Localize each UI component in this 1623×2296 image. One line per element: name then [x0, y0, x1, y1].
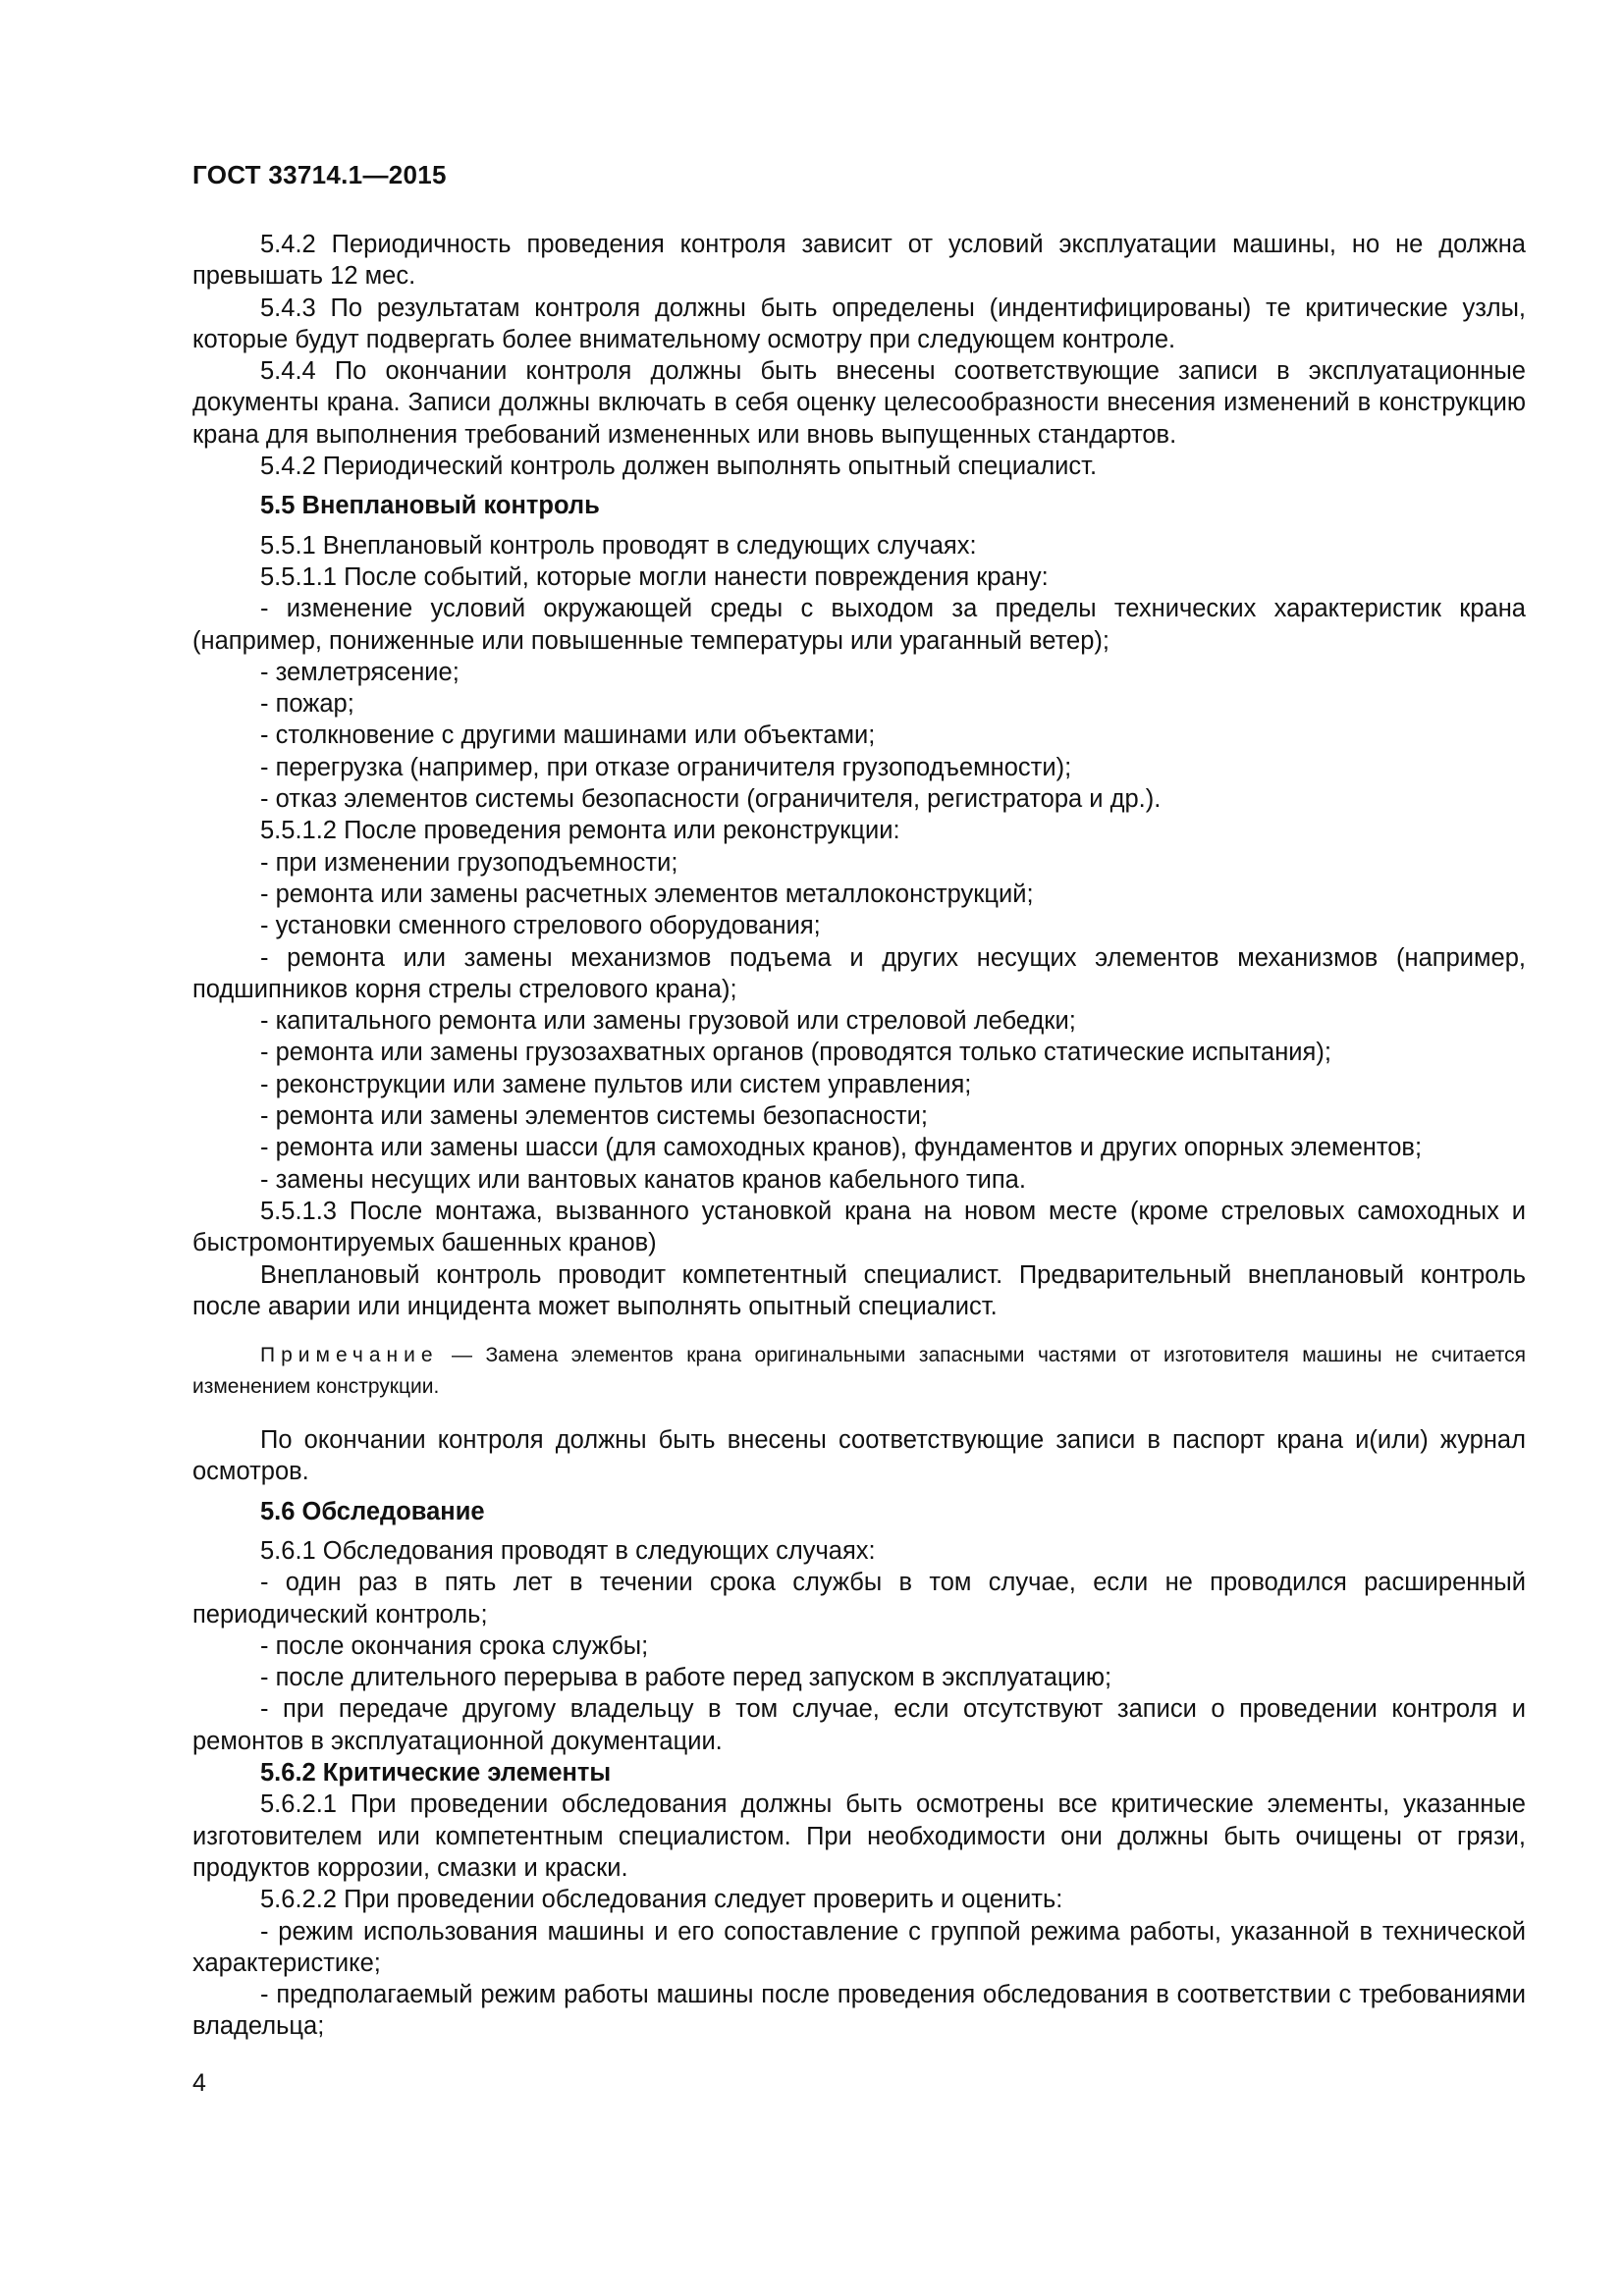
- paragraph-5-6-1: 5.6.1 Обследования проводят в следующих случаях:: [260, 1536, 876, 1565]
- list-item: - землетрясение;: [260, 658, 460, 686]
- paragraph-5-5-1: 5.5.1 Внеплановый контроль проводят в следующих случаях:: [260, 531, 977, 560]
- note-text: — Замена элементов крана оригинальными запасными частями от изготовителя машины не считается изменением конструкции.: [192, 1344, 1527, 1399]
- paragraph-after-control: По окончании контроля должны быть внесены соответствующие записи в паспорт крана и(или) журнал осмотров.: [192, 1426, 1526, 1486]
- paragraph-5-4-2-specialist: 5.4.2 Периодический контроль должен выполнять опытный специалист.: [260, 453, 1098, 481]
- paragraph-5-6-2-2: 5.6.2.2 При проведении обследования следует проверить и оценить:: [260, 1886, 1063, 1914]
- note: [192, 1340, 1526, 1403]
- list-item: - после окончания срока службы;: [260, 1631, 649, 1660]
- document-body: [192, 229, 1526, 2043]
- list-item: - ремонта или замены механизмов подъема и других несущих элементов механизмов (например, подшипников корня стрелы стрелового крана);: [192, 943, 1526, 1003]
- list-item: - перегрузка (например, при отказе ограничителя грузоподъемности);: [260, 753, 1072, 781]
- page-number: 4: [192, 2069, 206, 2097]
- list-item: - предполагаемый режим работы машины после проведения обследования в соответствии с требованиями владельца;: [192, 1981, 1526, 2041]
- list-item: - после длительного перерыва в работе перед запуском в эксплуатацию;: [260, 1664, 1112, 1692]
- list-item: - капитального ремонта или замены грузовой или стреловой лебедки;: [260, 1007, 1076, 1036]
- paragraph-unplanned-control: Внеплановый контроль проводит компетентный специалист. Предварительный внеплановый контроль после аварии или инцидента может выполнять опытный специалист.: [192, 1260, 1526, 1320]
- list-item: - режим использования машины и его сопоставление с группой режима работы, указанной в технической характеристике;: [192, 1917, 1526, 1977]
- list-item: - пожар;: [260, 690, 354, 719]
- paragraph-5-4-3: 5.4.3 По результатам контроля должны быть определены (индентифицированы) те критические узлы, которые будут подвергать более внимательному осмотру при следующем контроле.: [192, 294, 1526, 353]
- document-code-header: ГОСТ 33714.1—2015: [192, 160, 447, 189]
- paragraph-5-4-2: 5.4.2 Периодичность проведения контроля зависит от условий эксплуатации машины, но не должна превышать 12 мес.: [192, 231, 1526, 291]
- list-item: - один раз в пять лет в течении срока службы в том случае, если не проводился расширенный периодический контроль;: [192, 1569, 1526, 1629]
- list-item: - установки сменного стрелового оборудования;: [260, 912, 821, 940]
- list-item: - изменение условий окружающей среды с выходом за пределы технических характеристик крана (например, пониженные или повышенные температуры или ураганный ветер);: [192, 595, 1526, 655]
- list-item: - ремонта или замены расчетных элементов металлоконструкций;: [260, 880, 1034, 908]
- paragraph-5-5-1-1: 5.5.1.1 После событий, которые могли нанести повреждения крану:: [260, 562, 1049, 591]
- list-item: - замены несущих или вантовых канатов кранов кабельного типа.: [260, 1165, 1026, 1194]
- paragraph-5-6-2-1: 5.6.2.1 При проведении обследования должны быть осмотрены все критические элементы, указанные изготовителем или компетентным специалистом. При необходимости они должны быть очищены от грязи, продуктов коррозии, смазки и краски.: [192, 1790, 1526, 1882]
- section-heading-5-6-2: 5.6.2 Критические элементы: [260, 1759, 612, 1788]
- list-item: - ремонта или замены грузозахватных органов (проводятся только статические испытания);: [260, 1039, 1331, 1067]
- list-item: - отказ элементов системы безопасности (ограничителя, регистратора и др.).: [260, 785, 1162, 814]
- paragraph-5-5-1-3: 5.5.1.3 После монтажа, вызванного установкой крана на новом месте (кроме стреловых самоходных и быстромонтируемых башенных кранов): [192, 1197, 1526, 1257]
- list-item: - реконструкции или замене пультов или систем управления;: [260, 1070, 972, 1098]
- paragraph-5-4-4: 5.4.4 По окончании контроля должны быть внесены соответствующие записи в эксплуатационные документы крана. Записи должны включать в себя оценку целесообразности внесения изменений в конструкцию крана для выполнения требований измененных или вновь выпущенных стандартов.: [192, 357, 1526, 449]
- section-heading-5-6: 5.6 Обследование: [260, 1497, 485, 1525]
- paragraph-5-5-1-2: 5.5.1.2 После проведения ремонта или реконструкции:: [260, 817, 900, 845]
- note-label: Примечание: [260, 1344, 439, 1367]
- list-item: - столкновение с другими машинами или объектами;: [260, 721, 876, 750]
- list-item: - ремонта или замены элементов системы безопасности;: [260, 1102, 928, 1131]
- list-item: - при передаче другому владельцу в том случае, если отсутствуют записи о проведении контроля и ремонтов в эксплуатационной документации.: [192, 1695, 1526, 1755]
- list-item: - ремонта или замены шасси (для самоходных кранов), фундаментов и других опорных элементов;: [260, 1134, 1423, 1162]
- section-heading-5-5: 5.5 Внеплановый контроль: [260, 492, 600, 520]
- list-item: - при изменении грузоподъемности;: [260, 848, 678, 877]
